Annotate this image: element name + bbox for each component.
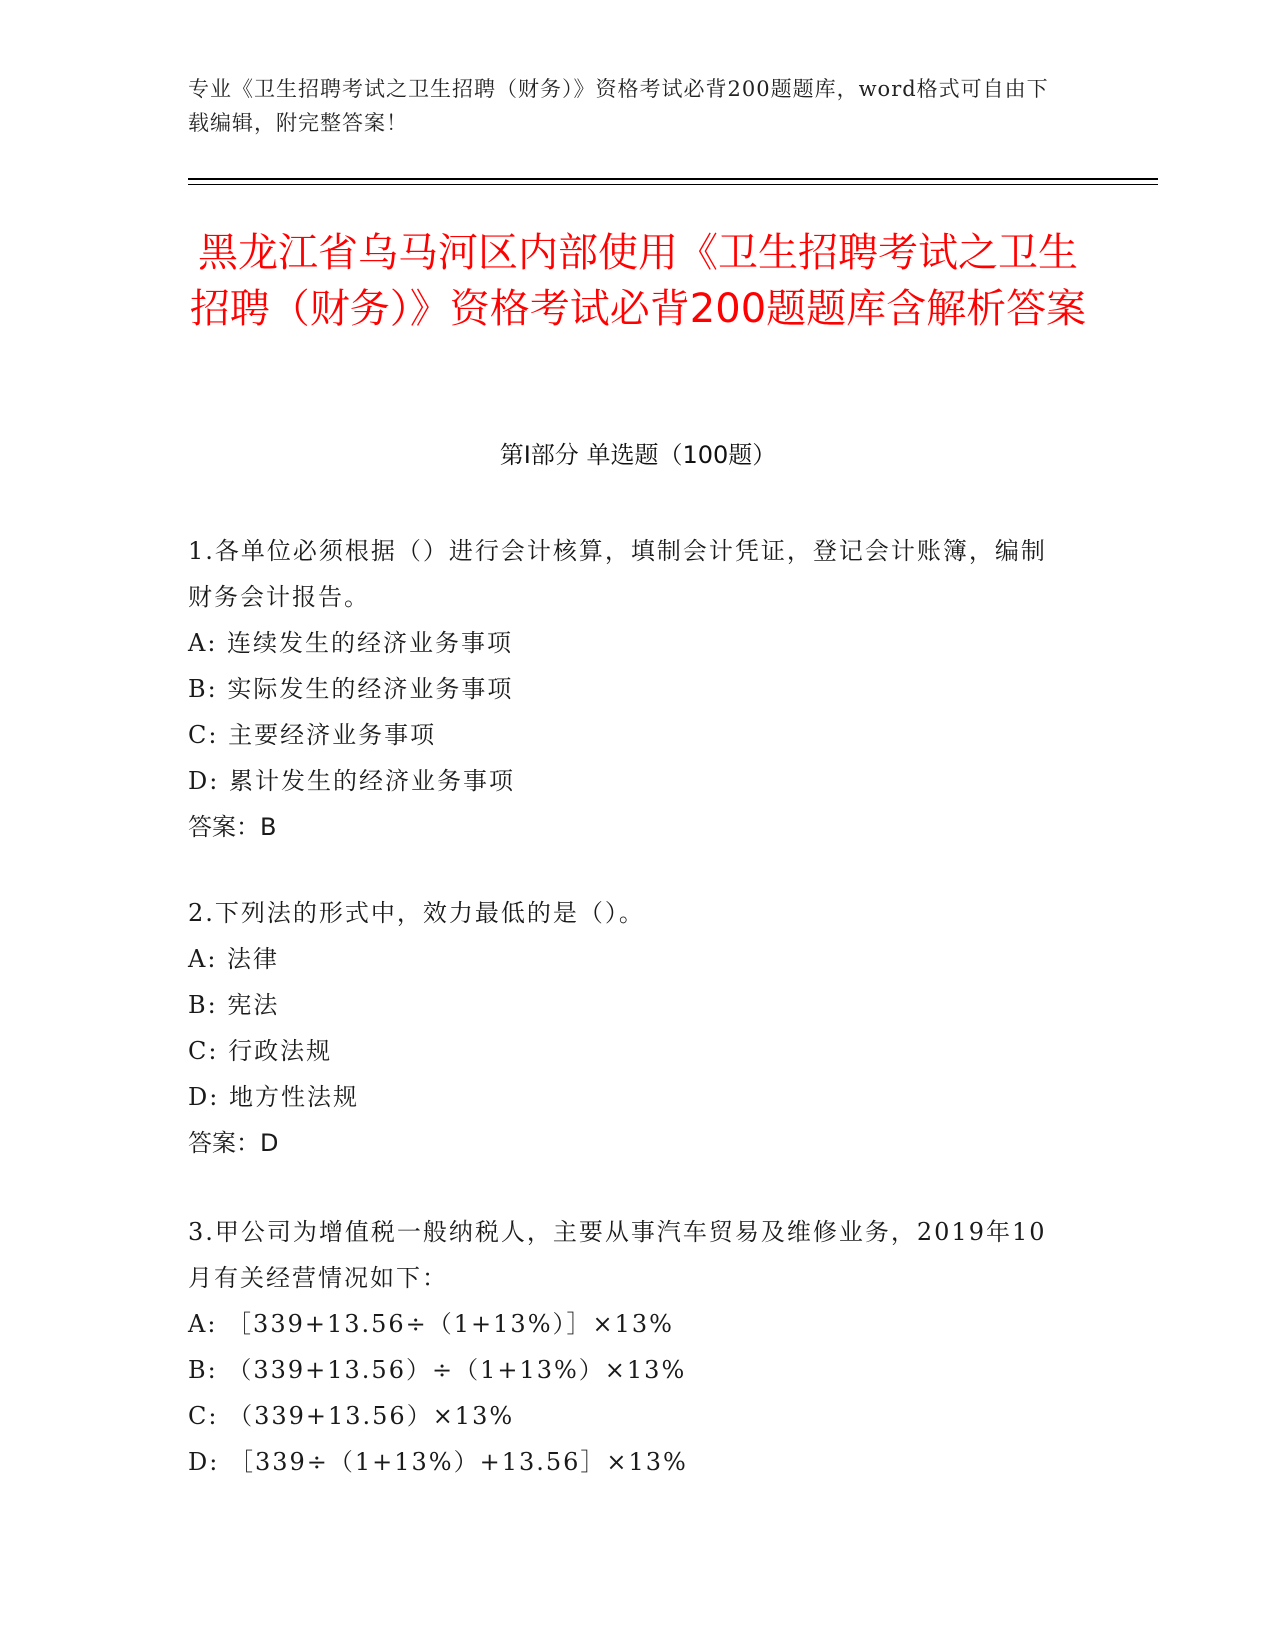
option-a: A: ［339+13.56÷（1+13%）］×13% — [188, 1310, 674, 1338]
option-a: A: 连续发生的经济业务事项 — [188, 629, 514, 657]
option-b: B: （339+13.56）÷（1+13%）×13% — [188, 1356, 687, 1384]
question-2 — [188, 890, 1068, 1166]
question-stem: 1.各单位必须根据（）进行会计核算，填制会计凭证，登记会计账簿，编制财务会计报告。 — [188, 537, 1047, 611]
option-c: C: （339+13.56）×13% — [188, 1402, 515, 1430]
header-rule-thin — [188, 184, 1158, 185]
option-d: D: 累计发生的经济业务事项 — [188, 767, 515, 795]
option-b: B: 实际发生的经济业务事项 — [188, 675, 514, 703]
header-note: 专业《卫生招聘考试之卫生招聘（财务）》资格考试必背200题题库，word格式可自由下载编辑，附完整答案！ — [188, 77, 1049, 135]
question-stem: 2.下列法的形式中，效力最低的是（）。 — [188, 899, 645, 927]
question-3 — [188, 1209, 1068, 1485]
option-d: D: ［339÷（1+13%）+13.56］×13% — [188, 1448, 688, 1476]
question-1 — [188, 528, 1068, 850]
document-title: 黑龙江省乌马河区内部使用《卫生招聘考试之卫生招聘（财务）》资格考试必背200题题库含解析答案 — [189, 230, 1087, 332]
section-title: 第Ⅰ部分 单选题（100题） — [499, 441, 777, 469]
option-a: A: 法律 — [188, 945, 280, 973]
header-rule-thick — [188, 178, 1158, 180]
answer: 答案：B — [188, 813, 277, 841]
option-c: C: 主要经济业务事项 — [188, 721, 437, 749]
option-d: D: 地方性法规 — [188, 1083, 359, 1111]
option-c: C: 行政法规 — [188, 1037, 333, 1065]
answer: 答案：D — [188, 1129, 279, 1157]
option-b: B: 宪法 — [188, 991, 280, 1019]
question-stem: 3.甲公司为增值税一般纳税人，主要从事汽车贸易及维修业务，2019年10月有关经营情况如下： — [188, 1218, 1047, 1292]
